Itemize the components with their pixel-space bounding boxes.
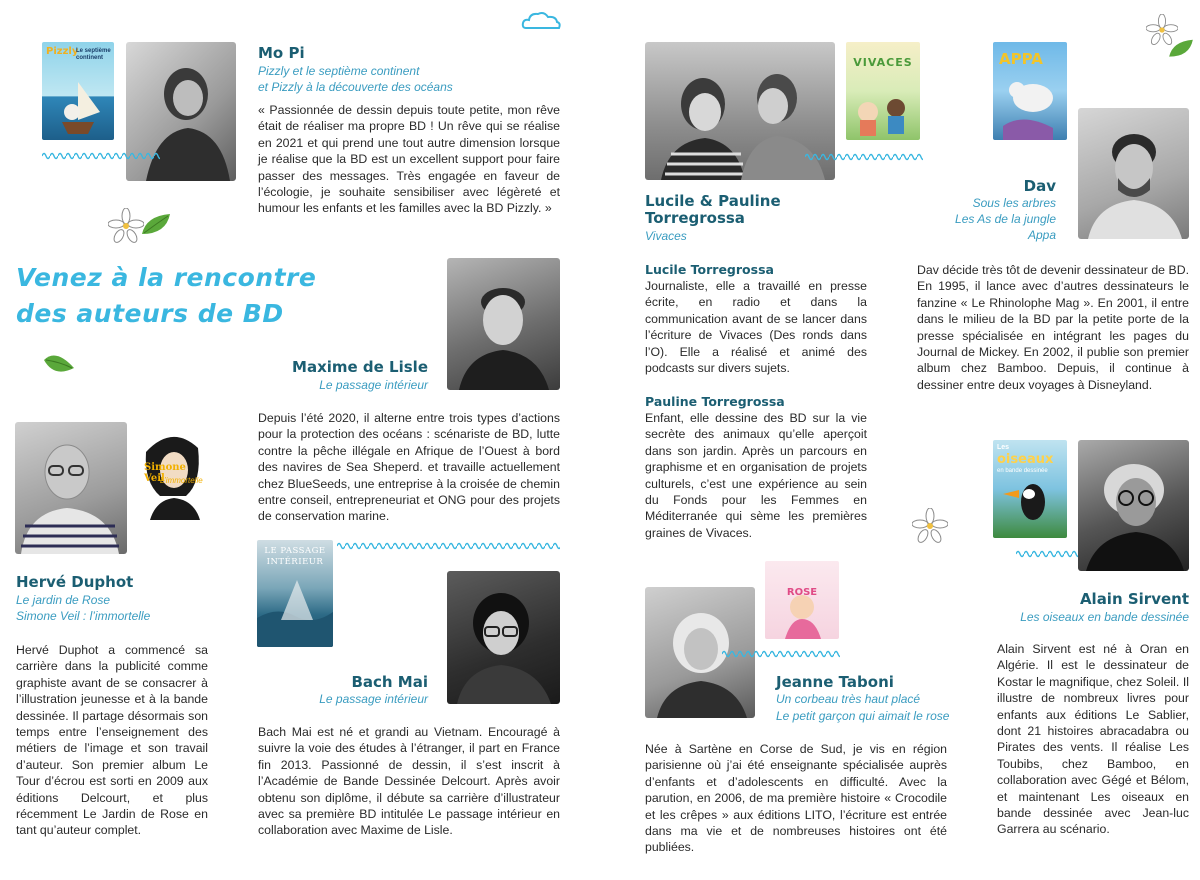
author-book: et Pizzly à la découverte des océans (258, 80, 453, 94)
section-heading: Lucile Torregrossa (645, 262, 774, 277)
author-bio: Depuis l’été 2020, il alterne entre trois types d’actions pour la protection des océans : scénariste de BD, lutte contre la pêche illégale en Afrique de l’Ouest à bord des navires de Sea Sheperd. et travaille actuellement chez BlueSeeds, une entreprise à la croisée de chemin entre conseil, entrepreneuriat et ONG pour des projets de conservation marine. (258, 411, 560, 524)
cover-title: oiseaux (997, 452, 1054, 467)
leaf-icon (140, 212, 172, 238)
author-book: Le petit garçon qui aimait le rose (776, 709, 950, 723)
cover-title: Les (997, 444, 1010, 451)
wave-decoration (722, 648, 840, 658)
author-book: Appa (1027, 228, 1056, 242)
cover-title: ROSE (786, 587, 818, 598)
author-book: Le passage intérieur (319, 692, 428, 706)
author-book: Les As de la jungle (955, 212, 1056, 226)
cover-title: VIVACES (853, 56, 913, 69)
cover-subtitle: en bande dessinée (997, 468, 1048, 474)
author-bio: Dav décide très tôt de devenir dessinateur de BD. En 1995, il lance avec d’autres dessinateurs le fanzine « Le Rhinolophe Mag ». En 2001, il entre dans le milieu de la BD par la petite porte de la presse spécialisée en intégrant les pages du Journal de Mickey. En 2002, il publie son premier album chez Bamboo. Depuis, il continue à dessiner entre deux voyages à Disneyland. (917, 263, 1189, 392)
author-book: Les oiseaux en bande dessinée (1020, 610, 1189, 624)
cloud-icon (520, 10, 562, 32)
author-photo-bach-mai (447, 571, 560, 704)
cover-subtitle: L’immortelle (160, 476, 203, 485)
book-cover-simone-veil (136, 422, 210, 520)
cover-title: LE PASSAGE (264, 546, 326, 556)
book-cover-pizzly (42, 42, 114, 140)
author-name: Dav (1023, 177, 1056, 195)
page-title-line2: des auteurs de BD (16, 299, 284, 328)
author-photo-dav (1078, 108, 1189, 239)
author-bio: Hervé Duphot a commencé sa carrière dans la publicité comme graphiste avant de se consacrer à l’illustration jeunesse et à la bande dessinée. Il partage désormais son temps entre l’enseignement des métiers de l’image et son travail d’auteur. Son premier album Le Tour d’écrou est sorti en 2009 aux éditions Delcourt, et plus récemment Le Jardin de Rose en tant qu’auteur complet. (16, 643, 208, 838)
author-photo-alain-sirvent (1078, 440, 1189, 571)
wave-decoration (337, 540, 560, 550)
author-photo-herve-duphot (15, 422, 127, 554)
author-book: Le passage intérieur (319, 378, 428, 392)
author-bio: Enfant, elle dessine des BD sur la vie secrète des animaux qu’elle aperçoit dans son jardin. Après un parcours en graphisme et en organisation de projets culturels, c’est une expérience au sein du Fonds pour les Femmes en Méditerranée qui sème les premières graines de Vivaces. (645, 411, 867, 540)
author-name: Lucile & Pauline (645, 192, 781, 210)
author-bio: Journaliste, elle a travaillé en presse écrite, en radio et dans la communication avant de se lancer dans l’écriture de Vivaces (Des ronds dans l’O). Elle a réalisé et animé des podcasts sur divers sujets. (645, 279, 867, 376)
cover-title: Simone Veil (144, 462, 186, 484)
cover-subtitle: INTÉRIEUR (266, 557, 324, 567)
author-name: Mo Pi (258, 44, 305, 62)
leaf-icon (1166, 38, 1196, 60)
book-cover-le-passage-interieur (257, 540, 333, 647)
section-heading: Pauline Torregrossa (645, 394, 785, 409)
author-book: Pizzly et le septième continent (258, 64, 420, 78)
author-book: Un corbeau très haut placé (776, 692, 921, 706)
cover-subtitle: Le septième continent (76, 48, 111, 61)
cover-title: Pizzly (46, 46, 79, 57)
book-cover-vivaces (846, 42, 920, 140)
author-photo-maxime-de-lisle (447, 258, 560, 390)
author-bio: Alain Sirvent est né à Oran en Algérie. Il est le dessinateur de Kostar le magnifique, chez Soleil. Il illustre de nombreux livres pour enfants aux éditions Le Sablier, dont 21 histoires abracadabra ou Pirates des vents. Il réalise Les Toubibs, chez Bamboo, en collaboration avec Gégé et Bélom, et maintenant Les oiseaux en bande dessinée avec Jean-luc Garrera au scénario. (997, 642, 1189, 837)
flower-icon (108, 208, 144, 244)
page-title (16, 260, 336, 332)
author-name: Torregrossa (645, 209, 745, 227)
author-book: Le jardin de Rose (16, 593, 111, 607)
author-name: Alain Sirvent (1079, 590, 1189, 608)
author-name: Maxime de Lisle (292, 358, 428, 376)
author-book: Simone Veil : l’immortelle (16, 609, 151, 623)
wave-decoration (805, 151, 923, 161)
author-bio: Née à Sartène en Corse de Sud, je vis en région parisienne où j’ai été enseignante spécialisée auprès d’enfants et d’adolescents en difficulté. Avec la parution, en 2006, de ma première histoire « Crocodile et les crêpes » aux éditions LITO, l’écriture est entrée dans ma vie et de nombreuses histoires ont été publiées. (645, 742, 947, 855)
author-photo-mo-pi (126, 42, 236, 181)
author-book: Vivaces (645, 229, 687, 243)
book-cover-les-oiseaux-en-bande-dessinee (993, 440, 1067, 538)
wave-decoration (42, 150, 160, 160)
author-book: Sous les arbres (972, 196, 1056, 210)
author-name: Jeanne Taboni (776, 673, 894, 691)
book-cover-le-petit-garcon-qui-aimait-le-rose (765, 561, 839, 639)
author-name: Hervé Duphot (16, 573, 134, 591)
book-cover-appa (993, 42, 1067, 140)
author-name: Bach Mai (351, 673, 428, 691)
page-title-line1: Venez à la rencontre (16, 263, 317, 292)
leaf-icon (42, 350, 76, 376)
flower-icon (912, 508, 948, 544)
cover-title: APPA (999, 50, 1043, 68)
author-bio: « Passionnée de dessin depuis toute petite, mon rêve était de réaliser ma propre BD ! Un rêve qui se réalise en 2021 et qui prend une tout autre dimension lorsque je réalise que la BD est un excellent support pour faire passer des messages. Très engagée en faveur de l’écologie, je souhaite sensibiliser avec légèreté et humour les enfants et les familles avec la BD Pizzly. » (258, 103, 560, 216)
author-bio: Bach Mai est né et grandi au Vietnam. Encouragé à suivre la voie des études à l’étranger, il part en France fin 2013. Passionné de dessin, il s’est inscrit à l’Académie de Bande Dessinée Delcourt. Après avoir obtenu son diplôme, il débute sa carrière d’illustrateur avec sa première BD intitulée Le passage intérieur en collaboration avec Maxime de Lisle. (258, 725, 560, 838)
